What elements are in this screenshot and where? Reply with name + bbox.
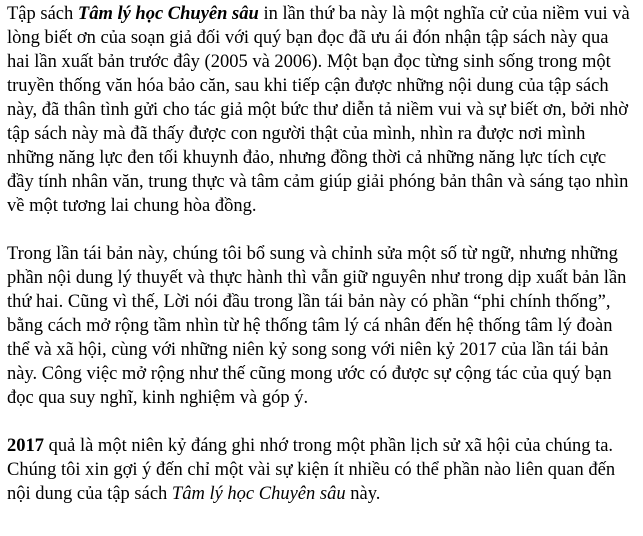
paragraph-2017-end: này. — [345, 484, 381, 504]
paragraph-intro — [7, 2, 633, 218]
document-page — [0, 2, 643, 536]
paragraph-2017-body: quả là một niên kỷ đáng ghi nhớ trong một phần lịch sử xã hội của chúng ta. Chúng tôi xin gợi ý đến chỉ một vài sự kiện ít nhiều có thể phần nào liên quan đến nội dung của tập sách — [7, 436, 616, 504]
paragraph-intro-body: in lần thứ ba này là một nghĩa cử của niềm vui và lòng biết ơn của soạn giả đối với quý bạn đọc đã ưu ái đón nhận tập sách này qua hai lần xuất bản trước đây (2005 và 2006). Một bạn đọc từng sinh sống trong một truyền thống văn hóa bảo căn, sau khi tiếp cận được những nội dung của tập sách này, đã thân tình gửi cho tác giả một bức thư diễn tả niềm vui và sự biết ơn, bởi nhờ tập sách này mà đã thấy được con người thật của mình, nhìn ra được nơi mình những năng lực đen tối khuynh đảo, nhưng đồng thời cả những năng lực tích cực đầy tính nhân văn, trung thực và tâm cảm giúp giải phóng bản thân và sáng tạo nhìn về một tương lai chung hòa đồng. — [7, 4, 630, 216]
paragraph-revision — [7, 242, 633, 410]
paragraph-2017 — [7, 434, 633, 506]
book-title-italic: Tâm lý học Chuyên sâu — [171, 484, 346, 504]
paragraph-intro-lead: Tập sách — [7, 4, 78, 24]
year-highlight: 2017 — [7, 436, 44, 456]
paragraph-revision-body: Trong lần tái bản này, chúng tôi bổ sung và chỉnh sửa một số từ ngữ, nhưng những phần nội dung lý thuyết và thực hành thì vẫn giữ nguyên như trong dịp xuất bản lần thứ hai. Cũng vì thế, Lời nói đầu trong lần tái bản này có phần “phi chính thống”, bằng cách mở rộng tầm nhìn từ hệ thống tâm lý cá nhân đến hệ thống tâm lý đoàn thể và xã hội, cùng với những niên kỷ song song với niên kỷ 2017 của lần tái bản này. Công việc mở rộng như thế cũng mong ước có được sự cộng tác của quý bạn đọc qua suy nghĩ, kinh nghiệm và góp ý. — [7, 244, 627, 408]
book-title: Tâm lý học Chuyên sâu — [77, 4, 259, 24]
